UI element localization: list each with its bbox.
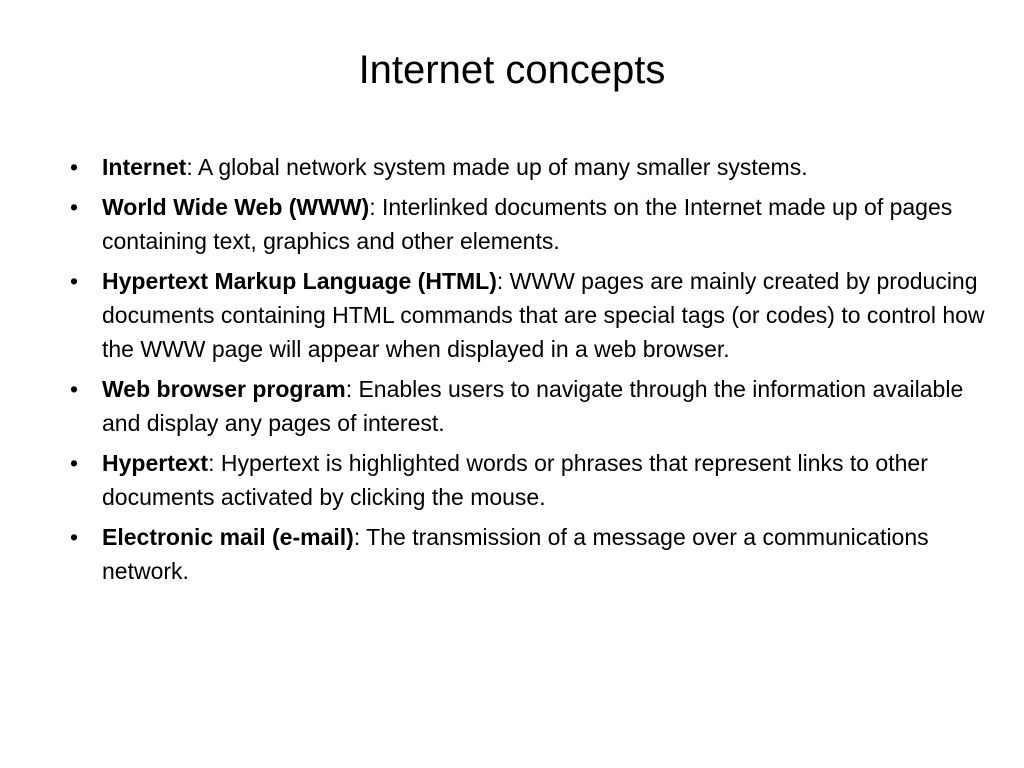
bullet-item-internet bbox=[64, 150, 994, 184]
term-label: Web browser program bbox=[102, 376, 346, 402]
definition-text: : The transmission of a message over a communications network. bbox=[102, 524, 929, 584]
definition-text: : A global network system made up of many smaller systems. bbox=[186, 154, 808, 180]
bullet-list bbox=[64, 150, 994, 594]
bullet-item-www bbox=[64, 190, 994, 258]
bullet-item-hypertext bbox=[64, 446, 994, 514]
bullet-item-email bbox=[64, 520, 994, 588]
definition-text: : WWW pages are mainly created by producing documents containing HTML commands that are special tags (or codes) to control how the WWW page will appear when displayed in a web browser. bbox=[102, 268, 985, 362]
bullet-item-web-browser bbox=[64, 372, 994, 440]
term-label: Internet bbox=[102, 154, 187, 180]
definition-text: : Enables users to navigate through the information available and display any pages of interest. bbox=[102, 376, 964, 436]
bullet-marker: • bbox=[70, 194, 79, 220]
bullet-marker: • bbox=[70, 524, 79, 550]
term-label: Electronic mail (e-mail) bbox=[102, 524, 354, 550]
bullet-marker: • bbox=[70, 376, 79, 402]
definition-text: : Interlinked documents on the Internet made up of pages containing text, graphics and other elements. bbox=[102, 194, 953, 254]
term-label: World Wide Web (WWW) bbox=[102, 194, 370, 220]
term-label: Hypertext bbox=[102, 450, 209, 476]
bullet-marker: • bbox=[70, 154, 79, 180]
definition-text: : Hypertext is highlighted words or phrases that represent links to other documents activated by clicking the mouse. bbox=[102, 450, 928, 510]
slide-title: Internet concepts bbox=[358, 48, 666, 92]
bullet-marker: • bbox=[70, 268, 79, 294]
bullet-item-html bbox=[64, 264, 994, 366]
term-label: Hypertext Markup Language (HTML) bbox=[102, 268, 497, 294]
bullet-marker: • bbox=[70, 450, 79, 476]
